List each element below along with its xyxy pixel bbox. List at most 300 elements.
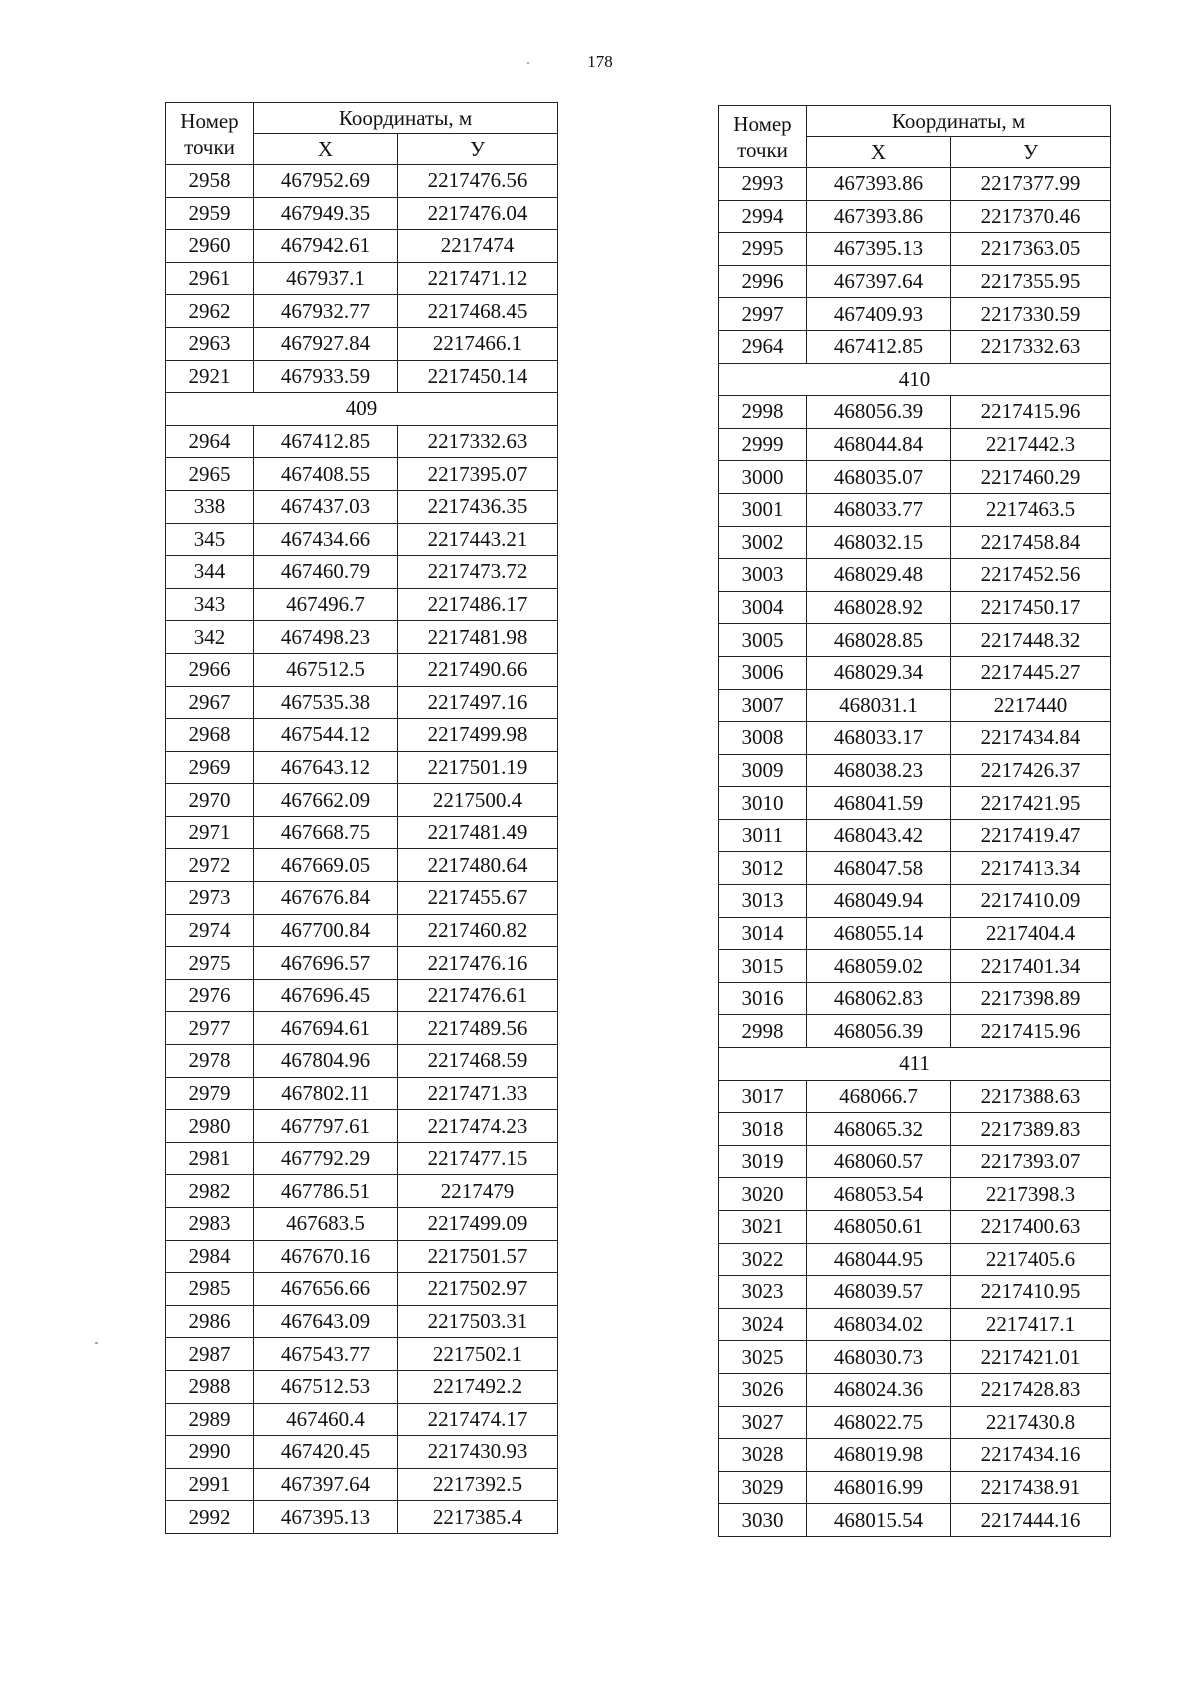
y-coordinate-cell: 2217415.96 [951,396,1111,429]
x-coordinate-cell: 467408.55 [254,458,398,491]
y-coordinate-cell: 2217430.93 [398,1436,558,1469]
point-number-cell: 3001 [719,493,807,526]
point-number-cell: 3006 [719,656,807,689]
y-coordinate-cell: 2217460.82 [398,914,558,947]
table-row [166,1468,558,1501]
table-row [166,1370,558,1403]
y-coordinate-cell: 2217426.37 [951,754,1111,787]
table-row [719,754,1111,787]
point-number-cell: 2963 [166,327,254,360]
y-coordinate-cell: 2217450.17 [951,591,1111,624]
point-number-cell: 3023 [719,1276,807,1309]
y-coordinate-cell: 2217419.47 [951,819,1111,852]
x-coordinate-cell: 468056.39 [807,396,951,429]
y-coordinate-cell: 2217501.19 [398,751,558,784]
header-y: У [951,137,1111,168]
table-row [719,168,1111,201]
x-coordinate-cell: 468066.7 [807,1080,951,1113]
table-row [719,1080,1111,1113]
x-coordinate-cell: 467952.69 [254,165,398,198]
point-number-cell: 338 [166,490,254,523]
x-coordinate-cell: 468038.23 [807,754,951,787]
x-coordinate-cell: 468060.57 [807,1145,951,1178]
x-coordinate-cell: 468050.61 [807,1211,951,1244]
y-coordinate-cell: 2217413.34 [951,852,1111,885]
x-coordinate-cell: 467662.09 [254,784,398,817]
table-row [719,265,1111,298]
table-row [166,1273,558,1306]
table-row [166,327,558,360]
table-row [166,490,558,523]
x-coordinate-cell: 467460.4 [254,1403,398,1436]
x-coordinate-cell: 468055.14 [807,917,951,950]
y-coordinate-cell: 2217476.56 [398,165,558,198]
x-coordinate-cell: 467412.85 [254,425,398,458]
point-number-cell: 3018 [719,1113,807,1146]
header-coordinates: Координаты, м [254,103,558,134]
point-number-cell: 2959 [166,197,254,230]
point-number-cell: 2971 [166,816,254,849]
point-number-cell: 3008 [719,722,807,755]
x-coordinate-cell: 467786.51 [254,1175,398,1208]
table-row [719,1211,1111,1244]
table-row [166,1012,558,1045]
y-coordinate-cell: 2217377.99 [951,168,1111,201]
table-row [166,556,558,589]
y-coordinate-cell: 2217400.63 [951,1211,1111,1244]
x-coordinate-cell: 468030.73 [807,1341,951,1374]
point-number-cell: 2998 [719,1015,807,1048]
x-coordinate-cell: 467700.84 [254,914,398,947]
y-coordinate-cell: 2217502.1 [398,1338,558,1371]
point-number-cell: 3028 [719,1439,807,1472]
point-number-cell: 3017 [719,1080,807,1113]
y-coordinate-cell: 2217410.95 [951,1276,1111,1309]
x-coordinate-cell: 467949.35 [254,197,398,230]
point-number-cell: 3005 [719,624,807,657]
header-x: X [254,134,398,165]
y-coordinate-cell: 2217460.29 [951,461,1111,494]
table-row [166,621,558,654]
table-row [166,1436,558,1469]
table-row [719,1439,1111,1472]
y-coordinate-cell: 2217440 [951,689,1111,722]
point-number-cell: 2986 [166,1305,254,1338]
y-coordinate-cell: 2217428.83 [951,1373,1111,1406]
table-row [166,1175,558,1208]
table-row [166,165,558,198]
table-row [166,523,558,556]
x-coordinate-cell: 467676.84 [254,882,398,915]
point-number-cell: 3007 [719,689,807,722]
table-row [166,425,558,458]
x-coordinate-cell: 467397.64 [254,1468,398,1501]
y-coordinate-cell: 2217448.32 [951,624,1111,657]
table-row [719,330,1111,363]
table-row [719,1406,1111,1439]
x-coordinate-cell: 468029.34 [807,656,951,689]
table-row [719,852,1111,885]
point-number-cell: 3030 [719,1504,807,1537]
table-row [166,751,558,784]
point-number-cell: 2964 [166,425,254,458]
table-row [719,396,1111,429]
y-coordinate-cell: 2217500.4 [398,784,558,817]
point-number-cell: 3027 [719,1406,807,1439]
y-coordinate-cell: 2217474 [398,230,558,263]
coordinates-table-right [718,105,1111,1537]
table-row [166,197,558,230]
table-row [719,461,1111,494]
y-coordinate-cell: 2217452.56 [951,559,1111,592]
y-coordinate-cell: 2217450.14 [398,360,558,393]
point-number-cell: 3025 [719,1341,807,1374]
point-number-cell: 3012 [719,852,807,885]
x-coordinate-cell: 468016.99 [807,1471,951,1504]
y-coordinate-cell: 2217466.1 [398,327,558,360]
x-coordinate-cell: 467656.66 [254,1273,398,1306]
table-row [719,819,1111,852]
x-coordinate-cell: 467543.77 [254,1338,398,1371]
table-row [719,950,1111,983]
table-row [719,917,1111,950]
x-coordinate-cell: 468035.07 [807,461,951,494]
y-coordinate-cell: 2217404.4 [951,917,1111,950]
point-number-cell: 3013 [719,885,807,918]
point-number-cell: 3003 [719,559,807,592]
x-coordinate-cell: 467927.84 [254,327,398,360]
table-row [166,882,558,915]
point-number-cell: 2996 [719,265,807,298]
table-row [719,1178,1111,1211]
table-row [719,526,1111,559]
y-coordinate-cell: 2217474.23 [398,1110,558,1143]
x-coordinate-cell: 468032.15 [807,526,951,559]
x-coordinate-cell: 468053.54 [807,1178,951,1211]
x-coordinate-cell: 467395.13 [254,1501,398,1534]
x-coordinate-cell: 468062.83 [807,982,951,1015]
point-number-cell: 2967 [166,686,254,719]
point-number-cell: 3009 [719,754,807,787]
point-number-cell: 344 [166,556,254,589]
table-row [166,914,558,947]
point-number-cell: 3026 [719,1373,807,1406]
x-coordinate-cell: 467683.5 [254,1208,398,1241]
y-coordinate-cell: 2217438.91 [951,1471,1111,1504]
y-coordinate-cell: 2217332.63 [398,425,558,458]
table-row [719,591,1111,624]
y-coordinate-cell: 2217385.4 [398,1501,558,1534]
x-coordinate-cell: 467460.79 [254,556,398,589]
table-row [166,1305,558,1338]
y-coordinate-cell: 2217476.16 [398,947,558,980]
y-coordinate-cell: 2217434.84 [951,722,1111,755]
table-row [719,1471,1111,1504]
table-row [719,1373,1111,1406]
y-coordinate-cell: 2217392.5 [398,1468,558,1501]
point-number-cell: 2975 [166,947,254,980]
point-number-cell: 3002 [719,526,807,559]
point-number-cell: 3022 [719,1243,807,1276]
table-row [166,784,558,817]
point-number-cell: 2962 [166,295,254,328]
x-coordinate-cell: 467669.05 [254,849,398,882]
point-number-cell: 2968 [166,719,254,752]
x-coordinate-cell: 467696.45 [254,979,398,1012]
y-coordinate-cell: 2217410.09 [951,885,1111,918]
table-row [719,656,1111,689]
x-coordinate-cell: 467535.38 [254,686,398,719]
table-row [719,722,1111,755]
table-row [719,1341,1111,1374]
point-number-cell: 342 [166,621,254,654]
point-number-cell: 2974 [166,914,254,947]
point-number-cell: 3015 [719,950,807,983]
point-number-cell: 2961 [166,262,254,295]
y-coordinate-cell: 2217490.66 [398,653,558,686]
table-row [719,1276,1111,1309]
header-x: X [807,137,951,168]
y-coordinate-cell: 2217474.17 [398,1403,558,1436]
table-row [166,295,558,328]
section-label: 410 [719,363,1111,396]
y-coordinate-cell: 2217415.96 [951,1015,1111,1048]
section-label: 409 [166,393,558,426]
section-row [719,1048,1111,1081]
y-coordinate-cell: 2217398.3 [951,1178,1111,1211]
y-coordinate-cell: 2217421.01 [951,1341,1111,1374]
x-coordinate-cell: 467643.12 [254,751,398,784]
table-row [719,298,1111,331]
table-row [166,230,558,263]
y-coordinate-cell: 2217481.98 [398,621,558,654]
table-row [166,979,558,1012]
y-coordinate-cell: 2217388.63 [951,1080,1111,1113]
x-coordinate-cell: 468022.75 [807,1406,951,1439]
x-coordinate-cell: 468044.95 [807,1243,951,1276]
y-coordinate-cell: 2217471.12 [398,262,558,295]
table-row [719,982,1111,1015]
y-coordinate-cell: 2217395.07 [398,458,558,491]
y-coordinate-cell: 2217393.07 [951,1145,1111,1178]
x-coordinate-cell: 467393.86 [807,200,951,233]
x-coordinate-cell: 467668.75 [254,816,398,849]
table-row [166,1403,558,1436]
table-row [166,686,558,719]
table-row [166,849,558,882]
x-coordinate-cell: 467409.93 [807,298,951,331]
table-row [166,1240,558,1273]
point-number-cell: 3029 [719,1471,807,1504]
table-row [166,1077,558,1110]
y-coordinate-cell: 2217405.6 [951,1243,1111,1276]
y-coordinate-cell: 2217436.35 [398,490,558,523]
x-coordinate-cell: 467643.09 [254,1305,398,1338]
table-row [719,689,1111,722]
x-coordinate-cell: 468059.02 [807,950,951,983]
x-coordinate-cell: 468033.17 [807,722,951,755]
point-number-cell: 3000 [719,461,807,494]
point-number-cell: 2981 [166,1142,254,1175]
x-coordinate-cell: 468029.48 [807,559,951,592]
point-number-cell: 2976 [166,979,254,1012]
table-row [166,947,558,980]
x-coordinate-cell: 467670.16 [254,1240,398,1273]
y-coordinate-cell: 2217499.98 [398,719,558,752]
header-point-number: Номер точки [719,106,807,168]
y-coordinate-cell: 2217501.57 [398,1240,558,1273]
scan-speck [95,1342,98,1344]
point-number-cell: 2977 [166,1012,254,1045]
table-row [166,1208,558,1241]
table-row [166,1142,558,1175]
point-number-cell: 2987 [166,1338,254,1371]
table-row [719,885,1111,918]
coordinates-table-left [165,102,558,1534]
table-row [719,624,1111,657]
table-row [166,719,558,752]
y-coordinate-cell: 2217443.21 [398,523,558,556]
x-coordinate-cell: 467412.85 [807,330,951,363]
x-coordinate-cell: 467393.86 [807,168,951,201]
y-coordinate-cell: 2217398.89 [951,982,1111,1015]
x-coordinate-cell: 467937.1 [254,262,398,295]
point-number-cell: 3004 [719,591,807,624]
table-row [719,1243,1111,1276]
table-row [166,1338,558,1371]
table-row [719,787,1111,820]
y-coordinate-cell: 2217363.05 [951,233,1111,266]
y-coordinate-cell: 2217463.5 [951,493,1111,526]
point-number-cell: 2999 [719,428,807,461]
y-coordinate-cell: 2217332.63 [951,330,1111,363]
y-coordinate-cell: 2217421.95 [951,787,1111,820]
table-row [166,588,558,621]
y-coordinate-cell: 2217476.04 [398,197,558,230]
x-coordinate-cell: 467437.03 [254,490,398,523]
x-coordinate-cell: 468015.54 [807,1504,951,1537]
y-coordinate-cell: 2217355.95 [951,265,1111,298]
point-number-cell: 2921 [166,360,254,393]
x-coordinate-cell: 468039.57 [807,1276,951,1309]
point-number-cell: 3011 [719,819,807,852]
header-y: У [398,134,558,165]
x-coordinate-cell: 468019.98 [807,1439,951,1472]
x-coordinate-cell: 467434.66 [254,523,398,556]
table-row [166,262,558,295]
table-row [719,1015,1111,1048]
point-number-cell: 2965 [166,458,254,491]
point-number-cell: 2958 [166,165,254,198]
y-coordinate-cell: 2217481.49 [398,816,558,849]
y-coordinate-cell: 2217476.61 [398,979,558,1012]
table-row [719,1145,1111,1178]
point-number-cell: 2984 [166,1240,254,1273]
point-number-cell: 2960 [166,230,254,263]
point-number-cell: 2966 [166,653,254,686]
point-number-cell: 2982 [166,1175,254,1208]
x-coordinate-cell: 467802.11 [254,1077,398,1110]
y-coordinate-cell: 2217401.34 [951,950,1111,983]
point-number-cell: 2992 [166,1501,254,1534]
x-coordinate-cell: 467933.59 [254,360,398,393]
x-coordinate-cell: 467512.53 [254,1370,398,1403]
y-coordinate-cell: 2217468.45 [398,295,558,328]
table-row [719,493,1111,526]
y-coordinate-cell: 2217330.59 [951,298,1111,331]
x-coordinate-cell: 467420.45 [254,1436,398,1469]
point-number-cell: 2993 [719,168,807,201]
x-coordinate-cell: 467804.96 [254,1045,398,1078]
y-coordinate-cell: 2217455.67 [398,882,558,915]
y-coordinate-cell: 2217417.1 [951,1308,1111,1341]
x-coordinate-cell: 467792.29 [254,1142,398,1175]
x-coordinate-cell: 468044.84 [807,428,951,461]
x-coordinate-cell: 468024.36 [807,1373,951,1406]
y-coordinate-cell: 2217444.16 [951,1504,1111,1537]
point-number-cell: 343 [166,588,254,621]
point-number-cell: 2973 [166,882,254,915]
point-number-cell: 345 [166,523,254,556]
point-number-cell: 2970 [166,784,254,817]
y-coordinate-cell: 2217473.72 [398,556,558,589]
y-coordinate-cell: 2217471.33 [398,1077,558,1110]
x-coordinate-cell: 467544.12 [254,719,398,752]
x-coordinate-cell: 467797.61 [254,1110,398,1143]
table-row [719,1308,1111,1341]
x-coordinate-cell: 468056.39 [807,1015,951,1048]
table-row [719,1504,1111,1537]
y-coordinate-cell: 2217430.8 [951,1406,1111,1439]
x-coordinate-cell: 468041.59 [807,787,951,820]
y-coordinate-cell: 2217480.64 [398,849,558,882]
point-number-cell: 2990 [166,1436,254,1469]
y-coordinate-cell: 2217442.3 [951,428,1111,461]
point-number-cell: 2983 [166,1208,254,1241]
point-number-cell: 2995 [719,233,807,266]
y-coordinate-cell: 2217434.16 [951,1439,1111,1472]
section-row [719,363,1111,396]
x-coordinate-cell: 468034.02 [807,1308,951,1341]
x-coordinate-cell: 468047.58 [807,852,951,885]
section-row [166,393,558,426]
y-coordinate-cell: 2217486.17 [398,588,558,621]
y-coordinate-cell: 2217389.83 [951,1113,1111,1146]
point-number-cell: 3014 [719,917,807,950]
y-coordinate-cell: 2217479 [398,1175,558,1208]
point-number-cell: 2980 [166,1110,254,1143]
point-number-cell: 2969 [166,751,254,784]
point-number-cell: 3019 [719,1145,807,1178]
table-row [166,1045,558,1078]
y-coordinate-cell: 2217468.59 [398,1045,558,1078]
y-coordinate-cell: 2217499.09 [398,1208,558,1241]
y-coordinate-cell: 2217477.15 [398,1142,558,1175]
point-number-cell: 3021 [719,1211,807,1244]
x-coordinate-cell: 467397.64 [807,265,951,298]
point-number-cell: 2998 [719,396,807,429]
point-number-cell: 2979 [166,1077,254,1110]
page-number: 178 [587,52,613,71]
point-number-cell: 3016 [719,982,807,1015]
x-coordinate-cell: 468043.42 [807,819,951,852]
x-coordinate-cell: 467694.61 [254,1012,398,1045]
x-coordinate-cell: 468065.32 [807,1113,951,1146]
table-row [166,1110,558,1143]
point-number-cell: 2988 [166,1370,254,1403]
header-coordinates: Координаты, м [807,106,1111,137]
y-coordinate-cell: 2217502.97 [398,1273,558,1306]
